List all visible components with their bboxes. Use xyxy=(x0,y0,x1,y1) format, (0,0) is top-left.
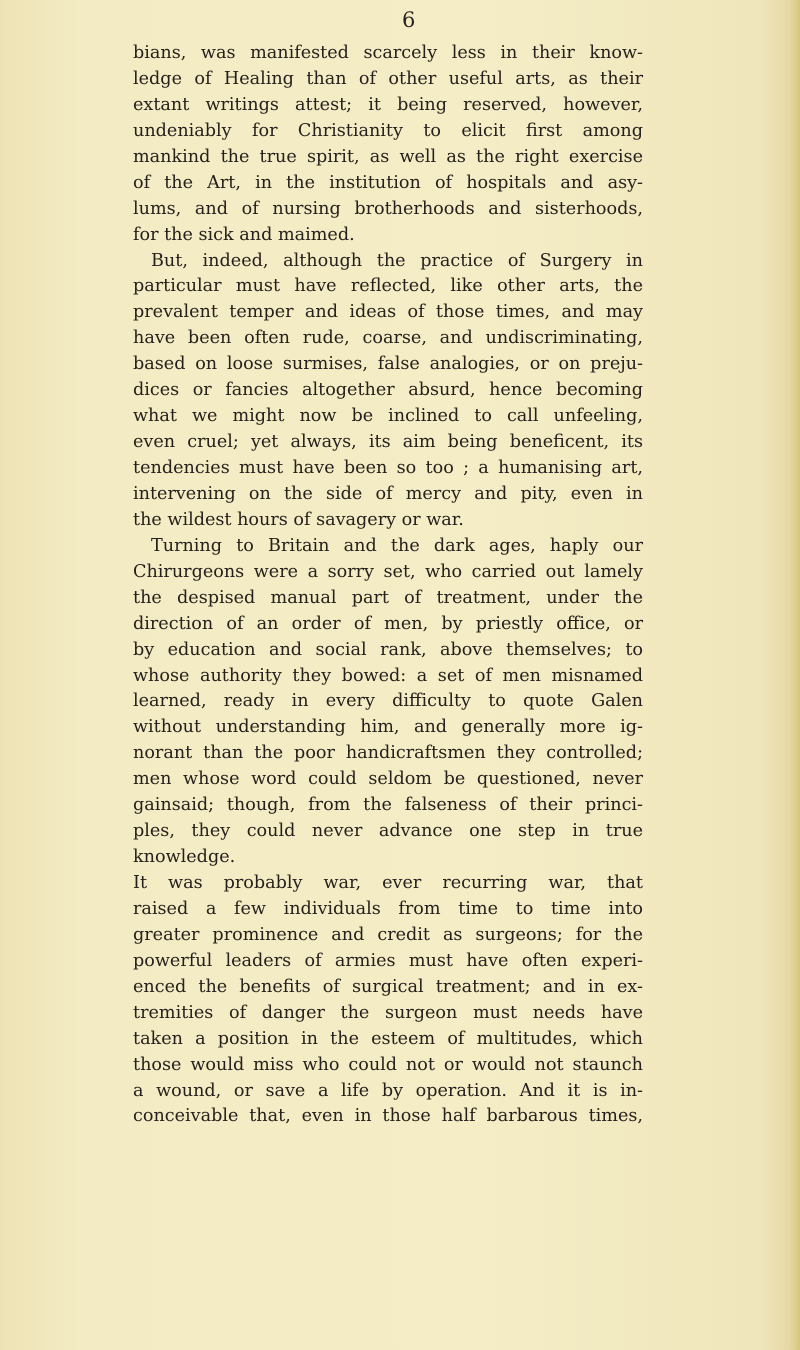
text-line: ples, they could never advance one step in true xyxy=(133,821,643,842)
text-line: prevalent temper and ideas of those times, and may xyxy=(133,302,643,323)
text-line: greater prominence and credit as surgeons; for the xyxy=(133,924,643,945)
text-line: those would miss who could not or would not staunch xyxy=(133,1054,643,1075)
text-line: the despised manual part of treatment, under the xyxy=(133,587,643,608)
text-line: for the sick and maimed. xyxy=(133,224,355,245)
text-line: direction of an order of men, by priestly office, or xyxy=(133,613,643,634)
text-line: the wildest hours of savagery or war. xyxy=(133,509,464,530)
text-line: intervening on the side of mercy and pity, even in xyxy=(133,483,643,504)
text-line: a wound, or save a life by operation. And it is in- xyxy=(133,1080,643,1101)
text-line: knowledge. xyxy=(133,847,236,868)
text-line: even cruel; yet always, its aim being beneficent, its xyxy=(133,432,643,453)
text-line: based on loose surmises, false analogies, or on preju- xyxy=(133,354,643,375)
text-line: learned, ready in every difficulty to quote Galen xyxy=(133,691,643,712)
text-line: powerful leaders of armies must have often experi- xyxy=(133,950,643,971)
text-line: taken a position in the esteem of multitudes, which xyxy=(133,1028,643,1049)
text-line: Chirurgeons were a sorry set, who carried out lamely xyxy=(133,561,643,582)
text-line: by education and social rank, above themselves; to xyxy=(133,639,643,660)
text-line: without understanding him, and generally more ig- xyxy=(133,717,643,738)
text-line: norant than the poor handicraftsmen they controlled; xyxy=(133,743,643,764)
text-line: extant writings attest; it being reserved, however, xyxy=(133,94,643,115)
body-text xyxy=(133,41,643,1130)
text-line: mankind the true spirit, as well as the right exercise xyxy=(133,146,643,167)
text-line: bians, was manifested scarcely less in their know- xyxy=(133,43,643,63)
text-line: undeniably for Christianity to elicit first among xyxy=(133,120,643,141)
text-line: have been often rude, coarse, and undiscriminating, xyxy=(133,328,643,349)
page-edge-shadow xyxy=(790,0,800,1350)
text-line: Turning to Britain and the dark ages, haply our xyxy=(151,535,643,556)
text-line: tremities of danger the surgeon must needs have xyxy=(133,1002,643,1023)
text-line: particular must have reflected, like other arts, the xyxy=(133,276,643,297)
text-line: raised a few individuals from time to time into xyxy=(133,898,643,919)
text-line: tendencies must have been so too ; a humanising art, xyxy=(133,458,643,478)
text-line: whose authority they bowed: a set of men misnamed xyxy=(133,665,643,686)
text-line: gainsaid; though, from the falseness of their princi- xyxy=(133,795,643,816)
text-line: of the Art, in the institution of hospitals and asy- xyxy=(133,172,643,193)
text-line: conceivable that, even in those half barbarous times, xyxy=(133,1106,643,1127)
text-line: It was probably war, ever recurring war, that xyxy=(133,873,643,893)
text-line: men whose word could seldom be questioned, never xyxy=(133,769,643,790)
text-line: dices or fancies altogether absurd, hence becoming xyxy=(133,380,643,401)
page-number: 6 xyxy=(402,8,416,32)
text-line: enced the benefits of surgical treatment; and in ex- xyxy=(133,976,643,997)
text-line: what we might now be inclined to call unfeeling, xyxy=(133,406,643,427)
text-line: lums, and of nursing brotherhoods and sisterhoods, xyxy=(133,198,643,219)
text-line: ledge of Healing than of other useful arts, as their xyxy=(133,68,643,89)
text-line: But, indeed, although the practice of Surgery in xyxy=(151,250,643,271)
